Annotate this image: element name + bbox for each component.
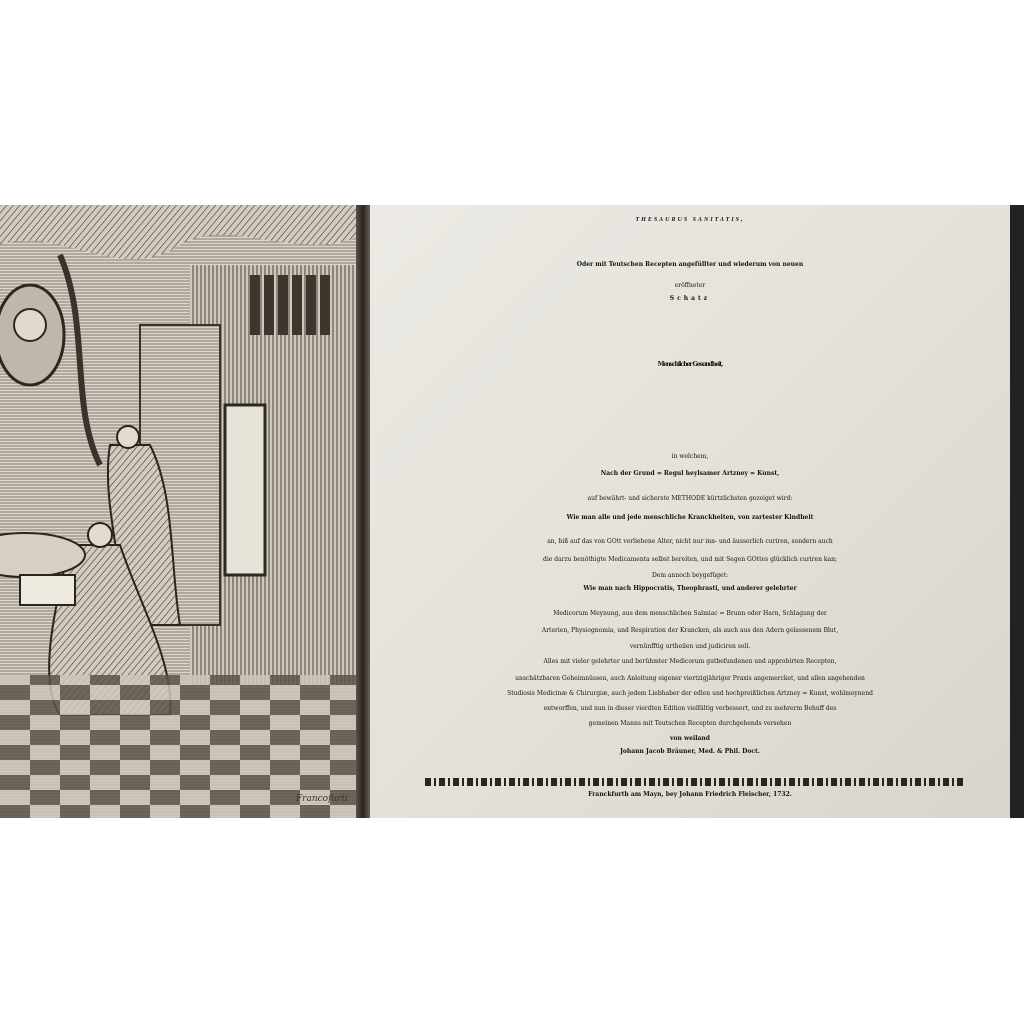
wie-line-2: Wie man nach Hippocratis, Theophrasti, und anderer gelehrter xyxy=(583,585,797,592)
studiosis-line: Studiosis Medicinæ & Chirurgiæ, auch jedem Liebhaber der edlen und hochpreißlichen Artzney = Kunst, wohlmeynend xyxy=(507,690,873,697)
page-edge xyxy=(1010,205,1024,818)
main-title: Menschlicher Gesundheit, xyxy=(657,361,723,368)
wie-line-1: Wie man alle und jede menschliche Kranckheiten, von zartester Kindheit xyxy=(566,514,814,521)
subtitle-line-2: eröffneter xyxy=(674,282,706,289)
arterien-line: Arterien, Physiognomia, und Respiration der Krancken, als auch aus den Adern gelassenem Blut, xyxy=(541,627,839,634)
von-weiland: von weiland xyxy=(670,735,710,742)
imprint-line: Franckfurth am Mayn, bey Johann Friedrich Fleischer, 1732. xyxy=(588,791,792,798)
dem-line: Dem annoch beygefüget: xyxy=(651,572,729,579)
open-book xyxy=(0,205,1024,818)
title-schatz: Schatz xyxy=(669,295,711,302)
medicorum-line: Medicorum Meynung, aus dem menschlichen Salmiac = Brunn oder Harn, Schlagung der xyxy=(553,610,827,617)
subtitle-line-1: Oder mit Teutschen Recepten angefüllter und wiederum von neuen xyxy=(576,261,804,268)
nach-line: Nach der Grund = Regul heylsamer Artzney = Kunst, xyxy=(600,470,780,477)
darzu-line: die darzu benöthigte Medicamenta selbst bereiten, und mit Segen GOttes glücklich curiren kan; xyxy=(543,556,837,563)
entworf-line: entworffen, und nun in dieser vierdten Edition vielfältig verbessert, und zu mehrerm Behuff des xyxy=(543,705,837,712)
engraving-caption: Francofurti xyxy=(295,794,348,804)
auf-line: auf bewährt- und sicherste METHODE kürtzlichsten gezeiget wird: xyxy=(587,495,793,502)
gemeinen-line: gemeinen Manns mit Teutschen Recepten durchgehends versehen xyxy=(588,720,792,727)
frontispiece-page xyxy=(0,205,362,818)
latin-title: THESAURUS SANITATIS, xyxy=(635,217,745,223)
book-gutter xyxy=(356,205,370,818)
in-welchem-line: in welchem, xyxy=(671,453,709,460)
title-page xyxy=(370,205,1010,818)
ornament-divider xyxy=(425,778,965,786)
engraving-illustration xyxy=(0,205,362,818)
author-line: Johann Jacob Bräuner, Med. & Phil. Doct. xyxy=(620,748,760,755)
alles-line: Alles mit vieler gelehrter und berühmter Medicorum gutbefundenen und approbirten Recepten, xyxy=(543,658,837,665)
an-line: an, biß auf das von GOtt verliehene Alter, nicht nur inn- und äusserlich curiren, sondern auch xyxy=(547,538,833,545)
vernunft-line: vernünfftig urtheilen und judiciren soll. xyxy=(629,643,751,650)
unsch-line: unschätzbaren Geheimnüssen, auch Anleitung eigener viertzigjähriger Praxis angemercket, und allen angehenden xyxy=(515,675,865,682)
